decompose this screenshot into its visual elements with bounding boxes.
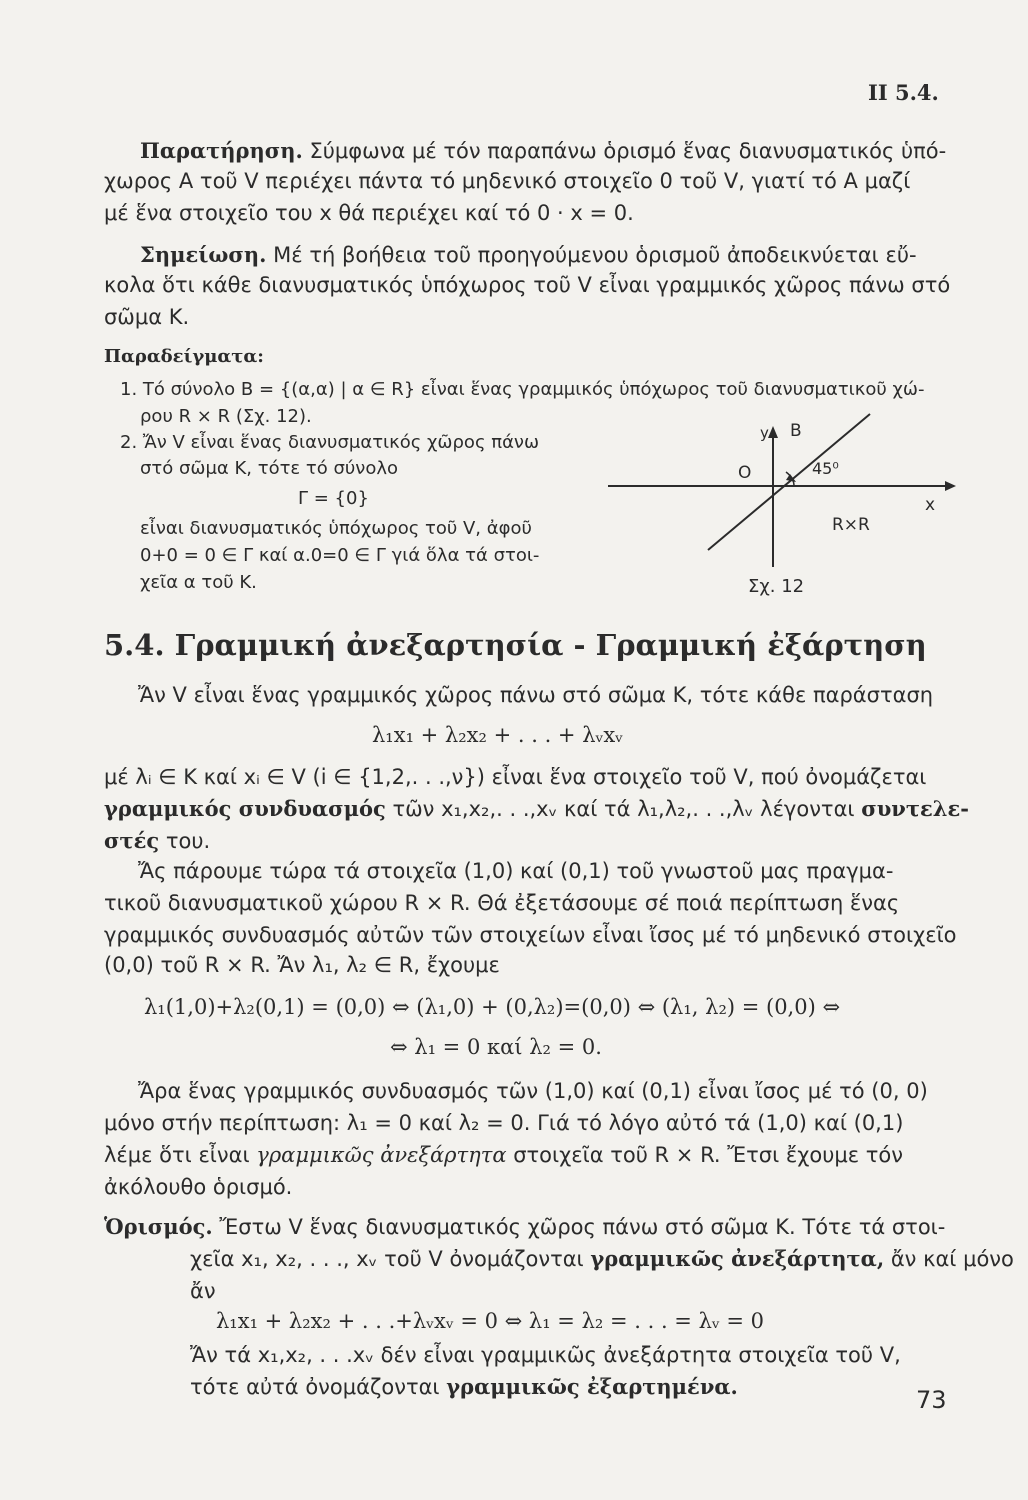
remark-line-1: Παρατήρηση. Σύμφωνα μέ τόν παραπάνω ὁρισμό ἕνας διανυσματικός ὑπό- bbox=[140, 138, 947, 163]
body-p1: Ἄν V εἶναι ἕνας γραμμικός χῶρος πάνω στό σῶμα K, τότε κάθε παράσταση bbox=[138, 683, 934, 707]
definition-equation: λ₁x₁ + λ₂x₂ + . . .+λᵥxᵥ = 0 ⇔ λ₁ = λ₂ = . . . = λᵥ = 0 bbox=[216, 1309, 765, 1333]
example-2-line-3: εἶναι διανυσματικός ὑπόχωρος τοῦ V, ἀφοῦ bbox=[140, 518, 532, 539]
example-2-line-4: 0+0 = 0 ∈ Γ καί α.0=0 ∈ Γ γιά ὅλα τά στοι- bbox=[140, 545, 540, 566]
example-1-line-2: ρου R × R (Σχ. 12). bbox=[140, 406, 312, 427]
example-2-formula: Γ = {0} bbox=[298, 488, 369, 509]
figure-caption: Σχ. 12 bbox=[748, 576, 805, 597]
body-p10: μόνο στήν περίπτωση: λ₁ = 0 καί λ₂ = 0. Γιά τό λόγο αὐτό τά (1,0) καί (0,1) bbox=[104, 1111, 904, 1135]
label-rxr: R×R bbox=[832, 515, 870, 535]
figure-12 bbox=[600, 412, 960, 602]
equation-1: λ₁x₁ + λ₂x₂ + . . . + λᵥxᵥ bbox=[372, 723, 623, 747]
label-o: O bbox=[738, 463, 752, 483]
body-p9: Ἄρα ἕνας γραμμικός συνδυασμός τῶν (1,0) καί (0,1) εἶναι ἴσος μέ τό (0, 0) bbox=[138, 1079, 928, 1103]
remark-line-2: χωρος A τοῦ V περιέχει πάντα τό μηδενικό στοιχεῖο 0 τοῦ V, γιατί τό A μαζί bbox=[104, 169, 911, 193]
equation-2: λ₁(1,0)+λ₂(0,1) = (0,0) ⇔ (λ₁,0) + (0,λ₂)=(0,0) ⇔ (λ₁, λ₂) = (0,0) ⇔ bbox=[144, 995, 841, 1019]
note-label: Σημείωση. bbox=[140, 242, 267, 267]
definition-line-1: Ὁρισμός. Ἔστω V ἕνας διανυσματικός χῶρος πάνω στό σῶμα K. Τότε τά στοι- bbox=[104, 1214, 946, 1239]
definition-line-5: τότε αὐτά ὀνομάζονται γραμμικῶς ἐξαρτημένα. bbox=[190, 1374, 738, 1399]
example-1-line-1: 1. Τό σύνολο B = {(α,α) | α ∈ R} εἶναι ἕνας γραμμικός ὑπόχωρος τοῦ διανυσματικοῦ χώ- bbox=[120, 379, 925, 400]
label-angle: 45⁰ bbox=[812, 459, 839, 478]
y-axis-arrow-icon bbox=[768, 426, 778, 438]
body-p12: ἀκόλουθο ὁρισμό. bbox=[104, 1175, 293, 1199]
body-p4: στές του. bbox=[104, 828, 211, 853]
example-2-line-2: στό σῶμα K, τότε τό σύνολο bbox=[140, 458, 399, 479]
note-line-2: κολα ὅτι κάθε διανυσματικός ὑπόχωρος τοῦ V εἶναι γραμμικός χῶρος πάνω στό bbox=[104, 273, 951, 297]
body-p11: λέμε ὅτι εἶναι γραμμικῶς ἀνεξάρτητα στοιχεῖα τοῦ R × R. Ἔτσι ἔχουμε τόν bbox=[104, 1143, 903, 1167]
note-line-3: σῶμα K. bbox=[104, 305, 190, 329]
label-b: B bbox=[790, 421, 802, 441]
definition-label: Ὁρισμός. bbox=[104, 1214, 213, 1239]
page-number: 73 bbox=[916, 1386, 947, 1414]
note-line-1: Σημείωση. Μέ τή βοήθεια τοῦ προηγούμενου ὁρισμοῦ ἀποδεικνύεται εὔ- bbox=[140, 242, 917, 267]
running-header: II 5.4. bbox=[868, 80, 939, 105]
label-x: x bbox=[925, 495, 936, 515]
body-p7: γραμμικός συνδυασμός αὐτῶν τῶν στοιχείων εἶναι ἴσος μέ τό μηδενικό στοιχεῖο bbox=[104, 923, 957, 947]
definition-line-4: Ἄν τά x₁,x₂, . . .xᵥ δέν εἶναι γραμμικῶς ἀνεξάρτητα στοιχεῖα τοῦ V, bbox=[190, 1343, 901, 1367]
x-axis-arrow-icon bbox=[945, 481, 956, 491]
definition-line-2: χεῖα x₁, x₂, . . ., xᵥ τοῦ V ὀνομάζονται γραμμικῶς ἀνεξάρτητα, ἄν καί μόνο bbox=[190, 1246, 1014, 1271]
section-title: 5.4. Γραμμική ἀνεξαρτησία - Γραμμική ἐξάρτηση bbox=[104, 628, 927, 662]
emphasis-linearly-independent: γραμμικῶς ἀνεξάρτητα bbox=[256, 1143, 507, 1167]
label-y: y bbox=[760, 424, 769, 442]
body-p5: Ἄς πάρουμε τώρα τά στοιχεῖα (1,0) καί (0,1) τοῦ γνωστοῦ μας πραγμα- bbox=[138, 859, 894, 883]
examples-label: Παραδείγματα: bbox=[104, 346, 264, 367]
body-p6: τικοῦ διανυσματικοῦ χώρου R × R. Θά ἐξετάσουμε σέ ποιά περίπτωση ἕνας bbox=[104, 891, 900, 915]
example-2-line-5: χεῖα α τοῦ K. bbox=[140, 572, 257, 593]
example-2-line-1: 2. Ἄν V εἶναι ἕνας διανυσματικός χῶρος πάνω bbox=[120, 432, 540, 453]
body-p8: (0,0) τοῦ R × R. Ἄν λ₁, λ₂ ∈ R, ἔχουμε bbox=[104, 953, 500, 977]
remark-line-3: μέ ἕνα στοιχεῖο του x θά περιέχει καί τό 0 · x = 0. bbox=[104, 201, 634, 225]
definition-line-3: ἄν bbox=[190, 1279, 216, 1303]
body-p3: γραμμικός συνδυασμός τῶν x₁,x₂,. . .,xᵥ καί τά λ₁,λ₂,. . .,λᵥ λέγονται συντελε- bbox=[104, 796, 969, 821]
body-p2: μέ λᵢ ∈ K καί xᵢ ∈ V (i ∈ {1,2,. . .,ν}) εἶναι ἕνα στοιχεῖο τοῦ V, πού ὀνομάζεται bbox=[104, 765, 927, 789]
equation-3: ⇔ λ₁ = 0 καί λ₂ = 0. bbox=[390, 1035, 602, 1059]
remark-label: Παρατήρηση. bbox=[140, 138, 303, 163]
